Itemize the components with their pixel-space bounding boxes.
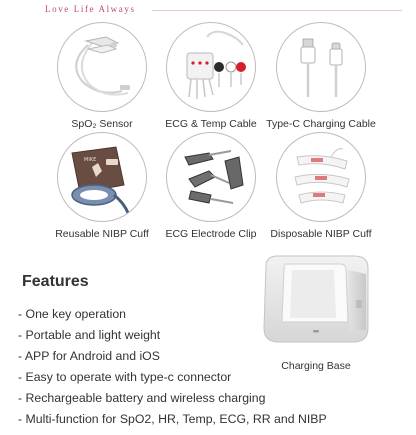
feature-item: - Rechargeable battery and wireless charging xyxy=(18,391,266,405)
features-title: Features xyxy=(22,273,89,290)
accessory-spo2-sensor xyxy=(42,22,162,130)
accessory-ecg-temp-cable xyxy=(151,22,271,130)
accessory-label: Type-C Charging Cable xyxy=(266,118,376,130)
accessory-label: Disposable NIBP Cuff xyxy=(270,228,372,240)
disposable-cuff-icon xyxy=(277,133,365,221)
ecg-temp-cable-icon xyxy=(167,23,255,111)
feature-item: - Portable and light weight xyxy=(18,328,161,342)
accessory-label: ECG & Temp Cable xyxy=(165,118,257,130)
charging-base-icon xyxy=(256,250,376,350)
spo2-sensor-icon xyxy=(58,23,146,111)
charging-base-photo xyxy=(256,250,376,350)
feature-item: - One key operation xyxy=(18,307,127,321)
accessory-electrode-clip xyxy=(151,132,271,240)
charging-base-label: Charging Base xyxy=(281,360,351,372)
svg-text:MIKE: MIKE xyxy=(84,157,97,163)
accessory-reusable-cuff xyxy=(42,132,162,240)
accessory-photo-circle xyxy=(276,22,366,112)
accessory-usb-c-cable xyxy=(261,22,381,130)
accessory-label: Reusable NIBP Cuff xyxy=(55,228,149,240)
tagline-divider xyxy=(152,10,402,11)
feature-item: - Multi-function for SpO2, HR, Temp, ECG, RR and NIBP xyxy=(18,412,327,426)
tagline: Love Life Always xyxy=(45,4,136,14)
accessory-photo-circle xyxy=(166,132,256,222)
electrode-clip-icon xyxy=(167,133,255,221)
accessory-photo-circle xyxy=(57,132,147,222)
accessory-photo-circle xyxy=(166,22,256,112)
accessory-photo-circle xyxy=(276,132,366,222)
accessory-disposable-cuff xyxy=(261,132,381,240)
feature-item: - Easy to operate with type-c connector xyxy=(18,370,232,384)
reusable-cuff-icon xyxy=(58,133,146,221)
accessory-label: SpO₂ Sensor xyxy=(71,118,133,130)
usb-c-cable-icon xyxy=(277,23,365,111)
feature-item: - APP for Android and iOS xyxy=(18,349,160,363)
accessory-label: ECG Electrode Clip xyxy=(165,228,257,240)
accessory-photo-circle xyxy=(57,22,147,112)
